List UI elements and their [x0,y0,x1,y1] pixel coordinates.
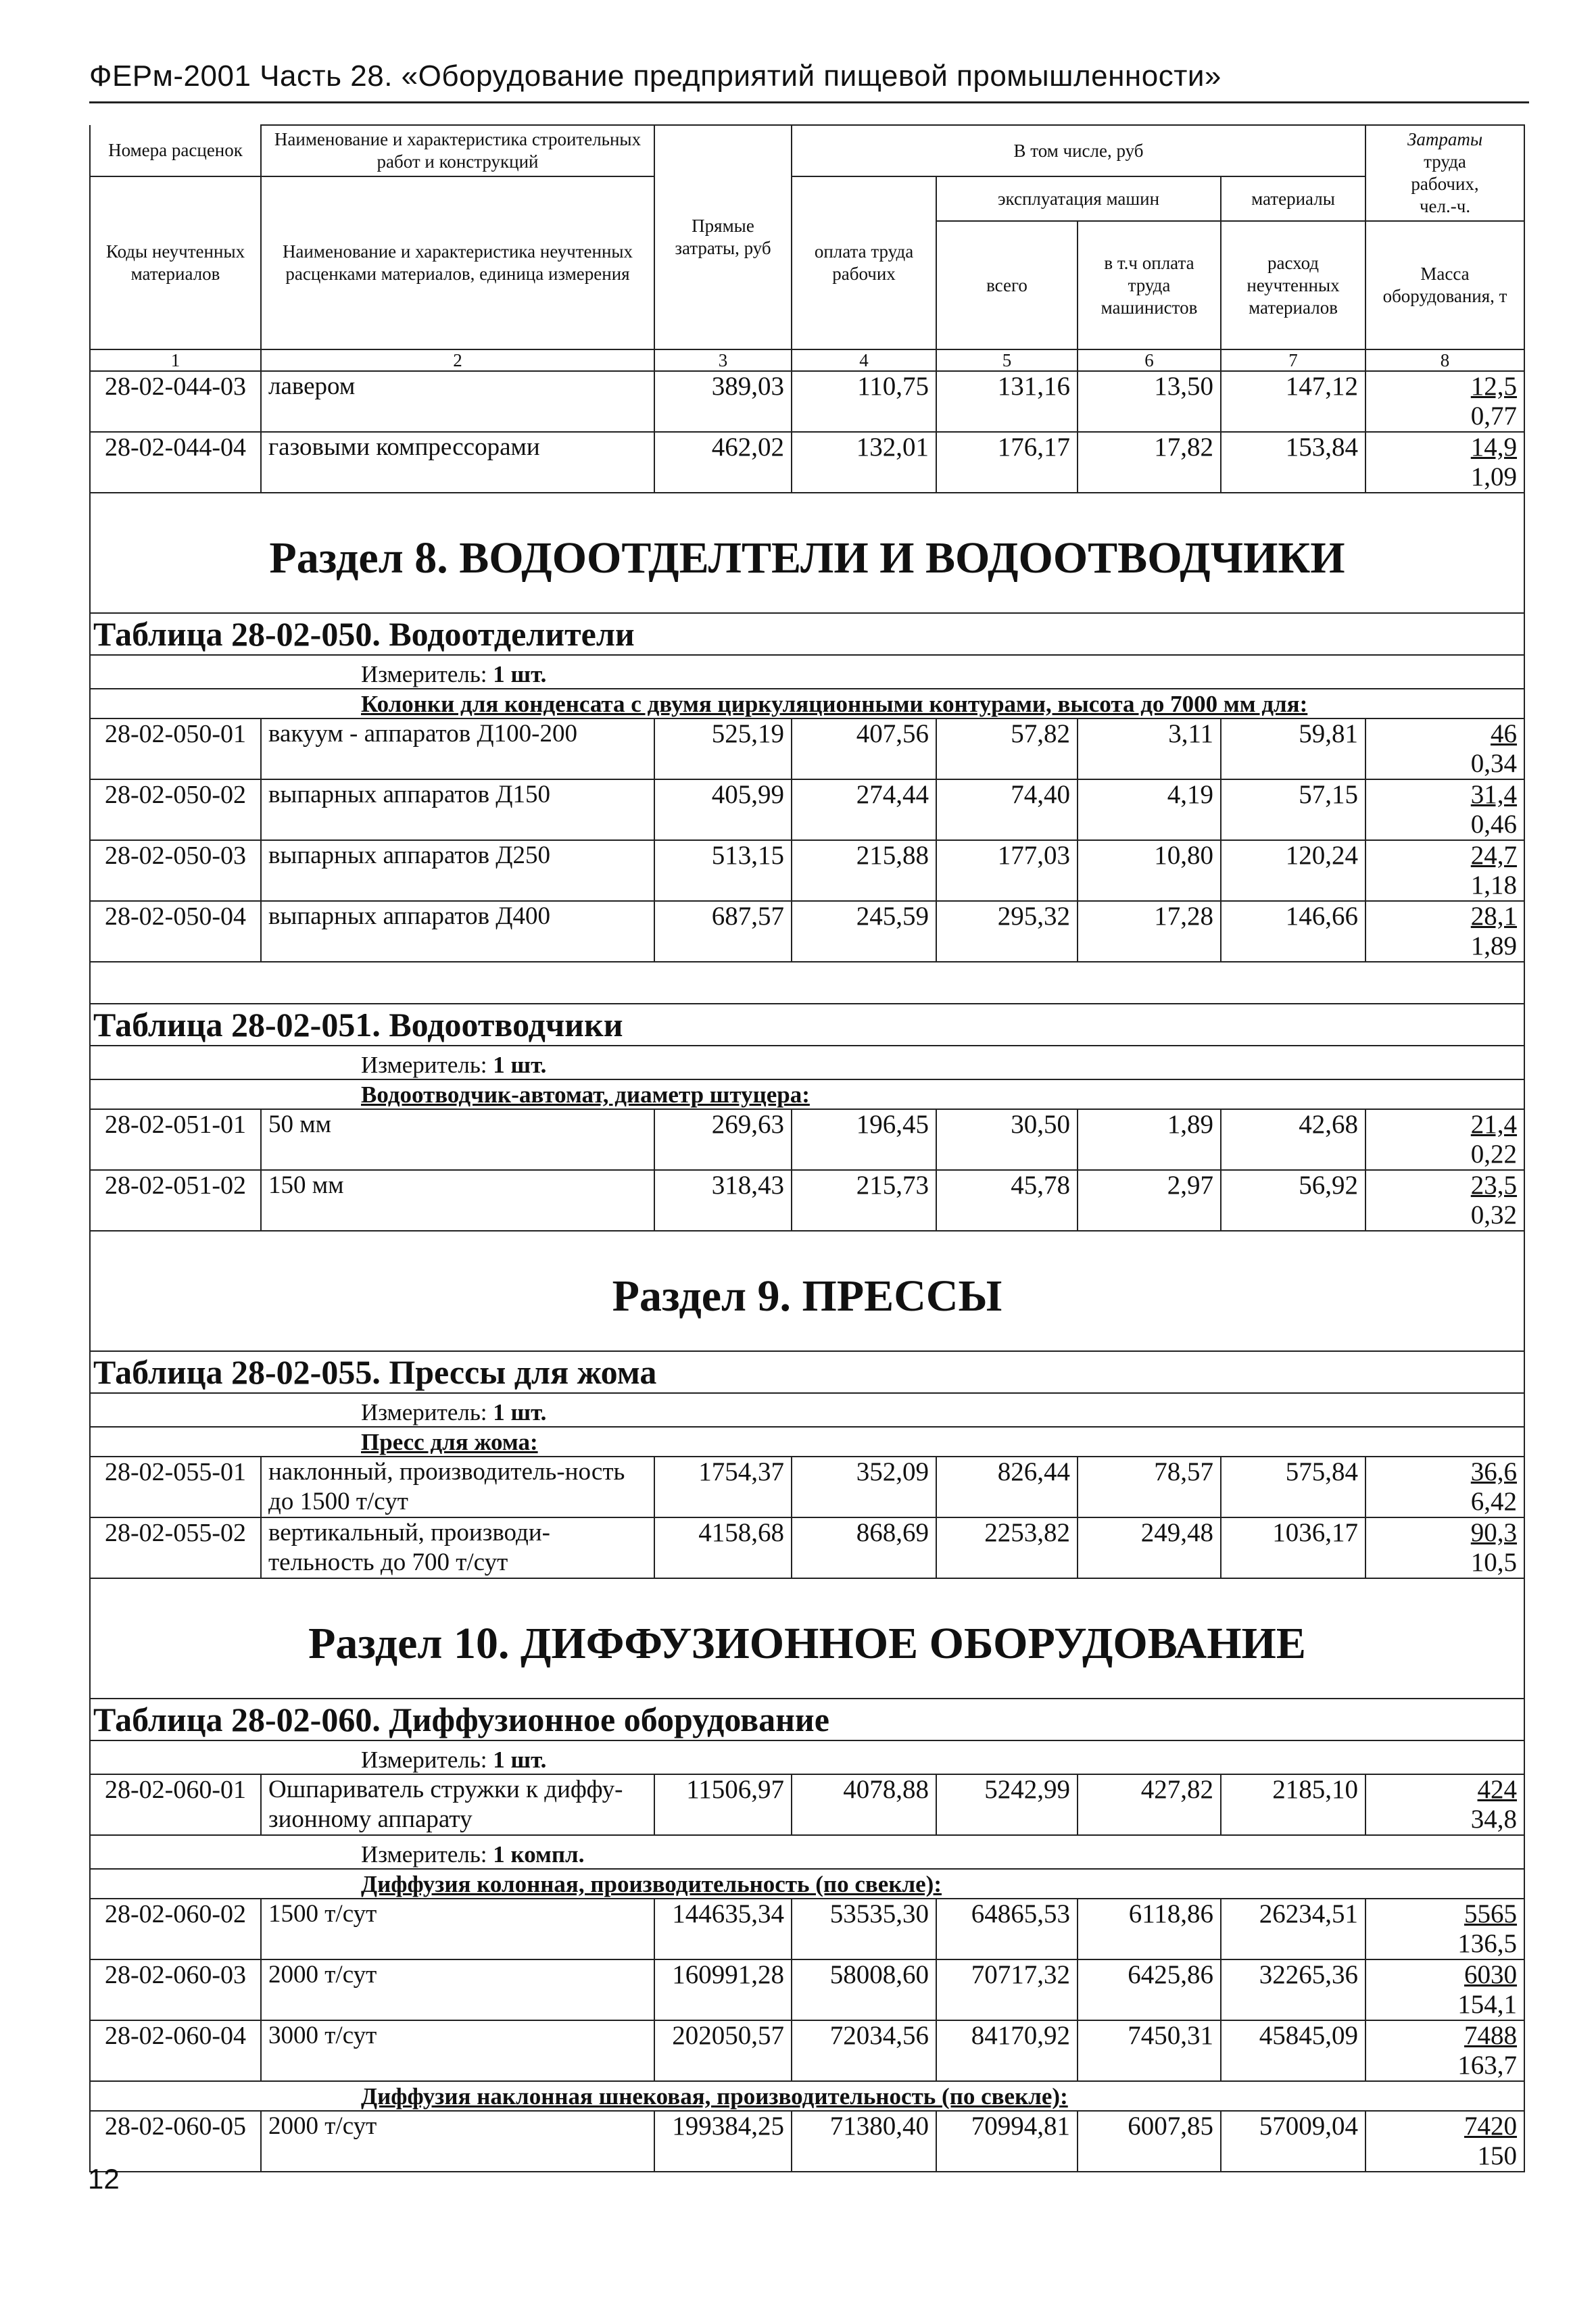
mass-value: 0,77 [1470,401,1518,431]
labor-mass [1365,779,1524,840]
measure-value: 1 шт. [493,1399,547,1425]
direct-cost: 389,03 [654,371,792,432]
measure-row [90,1740,1524,1774]
rate-name: выпарных аппаратов Д400 [261,901,654,962]
materials-cost: 59,81 [1221,718,1365,779]
rate-name: 1500 т/сут [261,1899,654,1959]
materials-cost: 32265,36 [1221,1959,1365,2020]
col-number: 1 [90,349,261,371]
machinists-wages: 6118,86 [1078,1899,1221,1959]
labor-value: 24,7 [1470,841,1518,870]
machines-cost: 57,82 [936,718,1078,779]
col-mass: Масса оборудования, т [1365,221,1524,349]
materials-cost: 57009,04 [1221,2111,1365,2172]
direct-cost: 199384,25 [654,2111,792,2172]
mass-value: 6,42 [1470,1487,1518,1516]
labor-mass [1365,718,1524,779]
table-row [90,432,1524,493]
machinists-wages: 4,19 [1078,779,1221,840]
mass-value: 0,46 [1470,810,1518,839]
wages-cost: 274,44 [792,779,936,840]
rate-name: выпарных аппаратов Д250 [261,840,654,901]
rate-code: 28-02-050-01 [90,718,261,779]
header-row-2 [90,176,1524,221]
machines-cost: 2253,82 [936,1517,1078,1578]
col-name-bottom: Наименование и характеристика неучтенных расценками материалов, единица измерения [261,176,654,349]
measure-row [90,655,1524,689]
header-rule [89,101,1529,103]
machines-cost: 295,32 [936,901,1078,962]
labor-value: 21,4 [1470,1110,1518,1139]
machinists-wages: 10,80 [1078,840,1221,901]
rate-code: 28-02-050-04 [90,901,261,962]
table-title-row [90,1004,1524,1046]
mass-value: 163,7 [1457,2051,1518,2080]
rate-code: 28-02-050-02 [90,779,261,840]
direct-cost: 687,57 [654,901,792,962]
group-title: Колонки для конденсата с двумя циркуляционными контурами, высота до 7000 мм для: [90,689,1524,718]
spacer-row [90,962,1524,1004]
materials-cost: 575,84 [1221,1457,1365,1517]
group-title: Диффузия колонная, производительность (по свекле): [90,1869,1524,1899]
direct-cost: 462,02 [654,432,792,493]
table-title-row [90,1699,1524,1740]
col-codes-top: Номера расценок [90,125,261,176]
mass-value: 136,5 [1457,1929,1518,1958]
table-row [90,1109,1524,1170]
machines-cost: 74,40 [936,779,1078,840]
labor-value: 36,6 [1470,1457,1518,1486]
machinists-wages: 6425,86 [1078,1959,1221,2020]
rate-name: лавером [261,371,654,432]
rate-code: 28-02-050-03 [90,840,261,901]
mass-value: 34,8 [1470,1805,1518,1834]
table-row [90,1959,1524,2020]
col-number: 7 [1221,349,1365,371]
machinists-wages: 427,82 [1078,1774,1221,1835]
col-including: В том числе, руб [792,125,1365,176]
machines-cost: 177,03 [936,840,1078,901]
labor-value: 14,9 [1470,433,1518,462]
rate-code: 28-02-051-02 [90,1170,261,1231]
wages-cost: 58008,60 [792,1959,936,2020]
direct-cost: 269,63 [654,1109,792,1170]
machinists-wages: 1,89 [1078,1109,1221,1170]
col-number: 8 [1365,349,1524,371]
machinists-wages: 2,97 [1078,1170,1221,1231]
measure-label: Измеритель: [361,1399,487,1425]
machinists-wages: 7450,31 [1078,2020,1221,2081]
wages-cost: 53535,30 [792,1899,936,1959]
rate-code: 28-02-060-02 [90,1899,261,1959]
mass-value: 154,1 [1457,1990,1518,2019]
rate-code: 28-02-060-05 [90,2111,261,2172]
labor-mass [1365,1959,1524,2020]
direct-cost: 160991,28 [654,1959,792,2020]
rate-code: 28-02-060-04 [90,2020,261,2081]
table-row [90,779,1524,840]
rate-code: 28-02-044-04 [90,432,261,493]
mass-value: 10,5 [1470,1548,1518,1577]
measure-unit [90,1393,1524,1427]
machines-cost: 84170,92 [936,2020,1078,2081]
machines-cost: 131,16 [936,371,1078,432]
rate-name: 50 мм [261,1109,654,1170]
labor-mass [1365,2020,1524,2081]
mass-value: 0,32 [1470,1200,1518,1229]
mass-value: 1,18 [1470,871,1518,900]
measure-label: Измеритель: [361,1052,487,1078]
col-number: 2 [261,349,654,371]
table-row [90,1517,1524,1578]
section-title: Раздел 8. ВОДООТДЕЛТЕЛИ И ВОДООТВОДЧИКИ [90,493,1524,613]
rate-name: 3000 т/сут [261,2020,654,2081]
labor-mass [1365,2111,1524,2172]
labor-value: 6030 [1464,1960,1518,1989]
wages-cost: 245,59 [792,901,936,962]
machinists-wages: 17,82 [1078,432,1221,493]
table-row [90,2111,1524,2172]
machinists-wages: 6007,85 [1078,2111,1221,2172]
wages-cost: 215,88 [792,840,936,901]
machines-cost: 70994,81 [936,2111,1078,2172]
direct-cost: 11506,97 [654,1774,792,1835]
direct-cost: 1754,37 [654,1457,792,1517]
labor-value: 12,5 [1470,372,1518,401]
labor-mass [1365,840,1524,901]
labor-mass [1365,1170,1524,1231]
rate-code: 28-02-060-01 [90,1774,261,1835]
table-row [90,901,1524,962]
col-machines: эксплуатация машин [936,176,1221,221]
col-materials: материалы [1221,176,1365,221]
col-number: 5 [936,349,1078,371]
rate-code: 28-02-055-01 [90,1457,261,1517]
materials-cost: 42,68 [1221,1109,1365,1170]
page-number: 12 [88,2163,120,2195]
table-row [90,371,1524,432]
wages-cost: 71380,40 [792,2111,936,2172]
spacer [90,962,1524,1004]
mass-value: 0,34 [1470,749,1518,778]
materials-cost: 120,24 [1221,840,1365,901]
labor-value: 23,5 [1470,1171,1518,1200]
mass-value: 1,89 [1470,931,1518,960]
labor-value: 46 [1491,719,1518,748]
mass-value: 150 [1477,2141,1518,2170]
labor-value: 424 [1477,1775,1518,1804]
group-title: Водоотводчик-автомат, диаметр штуцера: [90,1079,1524,1109]
section-title: Раздел 9. ПРЕССЫ [90,1231,1524,1351]
table-title: Таблица 28-02-060. Диффузионное оборудование [90,1699,1524,1740]
measure-label: Измеритель: [361,1841,487,1868]
materials-cost: 146,66 [1221,901,1365,962]
table-row [90,840,1524,901]
labor-value: 28,1 [1470,902,1518,931]
direct-cost: 525,19 [654,718,792,779]
section-title: Раздел 10. ДИФФУЗИОННОЕ ОБОРУДОВАНИЕ [90,1578,1524,1699]
section-row [90,1231,1524,1351]
materials-cost: 153,84 [1221,432,1365,493]
measure-unit [90,1740,1524,1774]
materials-cost: 45845,09 [1221,2020,1365,2081]
group-title: Пресс для жома: [90,1427,1524,1457]
group-row [90,1869,1524,1899]
rates-table [89,124,1525,2172]
table-title-row [90,613,1524,655]
wages-cost: 352,09 [792,1457,936,1517]
wages-cost: 407,56 [792,718,936,779]
col-labor: Затраты труда рабочих, чел.-ч. [1365,125,1524,221]
rate-name: наклонный, производитель-ность до 1500 т/сут [261,1457,654,1517]
machinists-wages: 13,50 [1078,371,1221,432]
rate-code: 28-02-055-02 [90,1517,261,1578]
materials-cost: 147,12 [1221,371,1365,432]
header-row-1 [90,125,1524,176]
machines-cost: 826,44 [936,1457,1078,1517]
measure-unit [90,1046,1524,1079]
machines-cost: 64865,53 [936,1899,1078,1959]
machines-cost: 176,17 [936,432,1078,493]
table-row [90,1774,1524,1835]
labor-value: 7420 [1464,2112,1518,2141]
machines-cost: 5242,99 [936,1774,1078,1835]
table-row [90,1170,1524,1231]
rate-name: выпарных аппаратов Д150 [261,779,654,840]
column-numbers-row [90,349,1524,371]
rate-name: 2000 т/сут [261,2111,654,2172]
rate-code: 28-02-051-01 [90,1109,261,1170]
table-row [90,718,1524,779]
direct-cost: 318,43 [654,1170,792,1231]
direct-cost: 405,99 [654,779,792,840]
rate-name: Ошпариватель стружки к диффу-зионному аппарату [261,1774,654,1835]
col-total: всего [936,221,1078,349]
direct-cost: 513,15 [654,840,792,901]
labor-mass [1365,1109,1524,1170]
group-row [90,2081,1524,2111]
table-title-row [90,1351,1524,1393]
labor-mass [1365,1517,1524,1578]
group-row [90,689,1524,718]
machinists-wages: 17,28 [1078,901,1221,962]
table-title: Таблица 28-02-050. Водоотделители [90,613,1524,655]
labor-value: 31,4 [1470,780,1518,809]
labor-mass [1365,371,1524,432]
group-row [90,1079,1524,1109]
measure-label: Измеритель: [361,661,487,687]
measure-value: 1 шт. [493,1052,547,1078]
mass-value: 0,22 [1470,1140,1518,1169]
section-row [90,493,1524,613]
machinists-wages: 78,57 [1078,1457,1221,1517]
rate-name: вакуум - аппаратов Д100-200 [261,718,654,779]
direct-cost: 202050,57 [654,2020,792,2081]
wages-cost: 72034,56 [792,2020,936,2081]
machines-cost: 45,78 [936,1170,1078,1231]
rate-name: газовыми компрессорами [261,432,654,493]
direct-cost: 4158,68 [654,1517,792,1578]
col-name-top: Наименование и характеристика строительных работ и конструкций [261,125,654,176]
col-materials-use: расход неучтенных материалов [1221,221,1365,349]
machines-cost: 30,50 [936,1109,1078,1170]
col-number: 6 [1078,349,1221,371]
col-number: 3 [654,349,792,371]
measure-unit [90,1835,1524,1869]
measure-value: 1 шт. [493,661,547,687]
rate-name: 150 мм [261,1170,654,1231]
wages-cost: 110,75 [792,371,936,432]
table-row [90,1457,1524,1517]
materials-cost: 26234,51 [1221,1899,1365,1959]
group-title: Диффузия наклонная шнековая, производительность (по свекле): [90,2081,1524,2111]
col-number: 4 [792,349,936,371]
labor-mass [1365,1774,1524,1835]
wages-cost: 868,69 [792,1517,936,1578]
measure-value: 1 шт. [493,1747,547,1773]
rate-name: вертикальный, производи-тельность до 700 т/сут [261,1517,654,1578]
wages-cost: 215,73 [792,1170,936,1231]
materials-cost: 56,92 [1221,1170,1365,1231]
rate-name: 2000 т/сут [261,1959,654,2020]
labor-value: 7488 [1464,2021,1518,2050]
table-row [90,1899,1524,1959]
machines-cost: 70717,32 [936,1959,1078,2020]
rate-code: 28-02-044-03 [90,371,261,432]
measure-value: 1 компл. [493,1841,585,1868]
labor-value: 5565 [1464,1899,1518,1928]
labor-mass [1365,901,1524,962]
rate-code: 28-02-060-03 [90,1959,261,2020]
labor-mass [1365,432,1524,493]
labor-value: 90,3 [1470,1518,1518,1547]
materials-cost: 1036,17 [1221,1517,1365,1578]
table-title: Таблица 28-02-051. Водоотводчики [90,1004,1524,1046]
machinists-wages: 3,11 [1078,718,1221,779]
col-wages: оплата труда рабочих [792,176,936,349]
measure-unit [90,655,1524,689]
col-incl-machinists: в т.ч оплата труда машинистов [1078,221,1221,349]
measure-row [90,1393,1524,1427]
group-row [90,1427,1524,1457]
direct-cost: 144635,34 [654,1899,792,1959]
page-header: ФЕРм-2001 Часть 28. «Оборудование предприятий пищевой промышленности» [89,59,1222,93]
labor-mass [1365,1899,1524,1959]
materials-cost: 2185,10 [1221,1774,1365,1835]
machinists-wages: 249,48 [1078,1517,1221,1578]
measure-label: Измеритель: [361,1747,487,1773]
col-codes-bottom: Коды неучтенных материалов [90,176,261,349]
col-direct: Прямые затраты, руб [654,125,792,349]
labor-mass [1365,1457,1524,1517]
measure-row [90,1046,1524,1079]
section-row [90,1578,1524,1699]
mass-value: 1,09 [1470,462,1518,491]
measure-row [90,1835,1524,1869]
materials-cost: 57,15 [1221,779,1365,840]
wages-cost: 132,01 [792,432,936,493]
wages-cost: 196,45 [792,1109,936,1170]
table-title: Таблица 28-02-055. Прессы для жома [90,1351,1524,1393]
wages-cost: 4078,88 [792,1774,936,1835]
table-row [90,2020,1524,2081]
